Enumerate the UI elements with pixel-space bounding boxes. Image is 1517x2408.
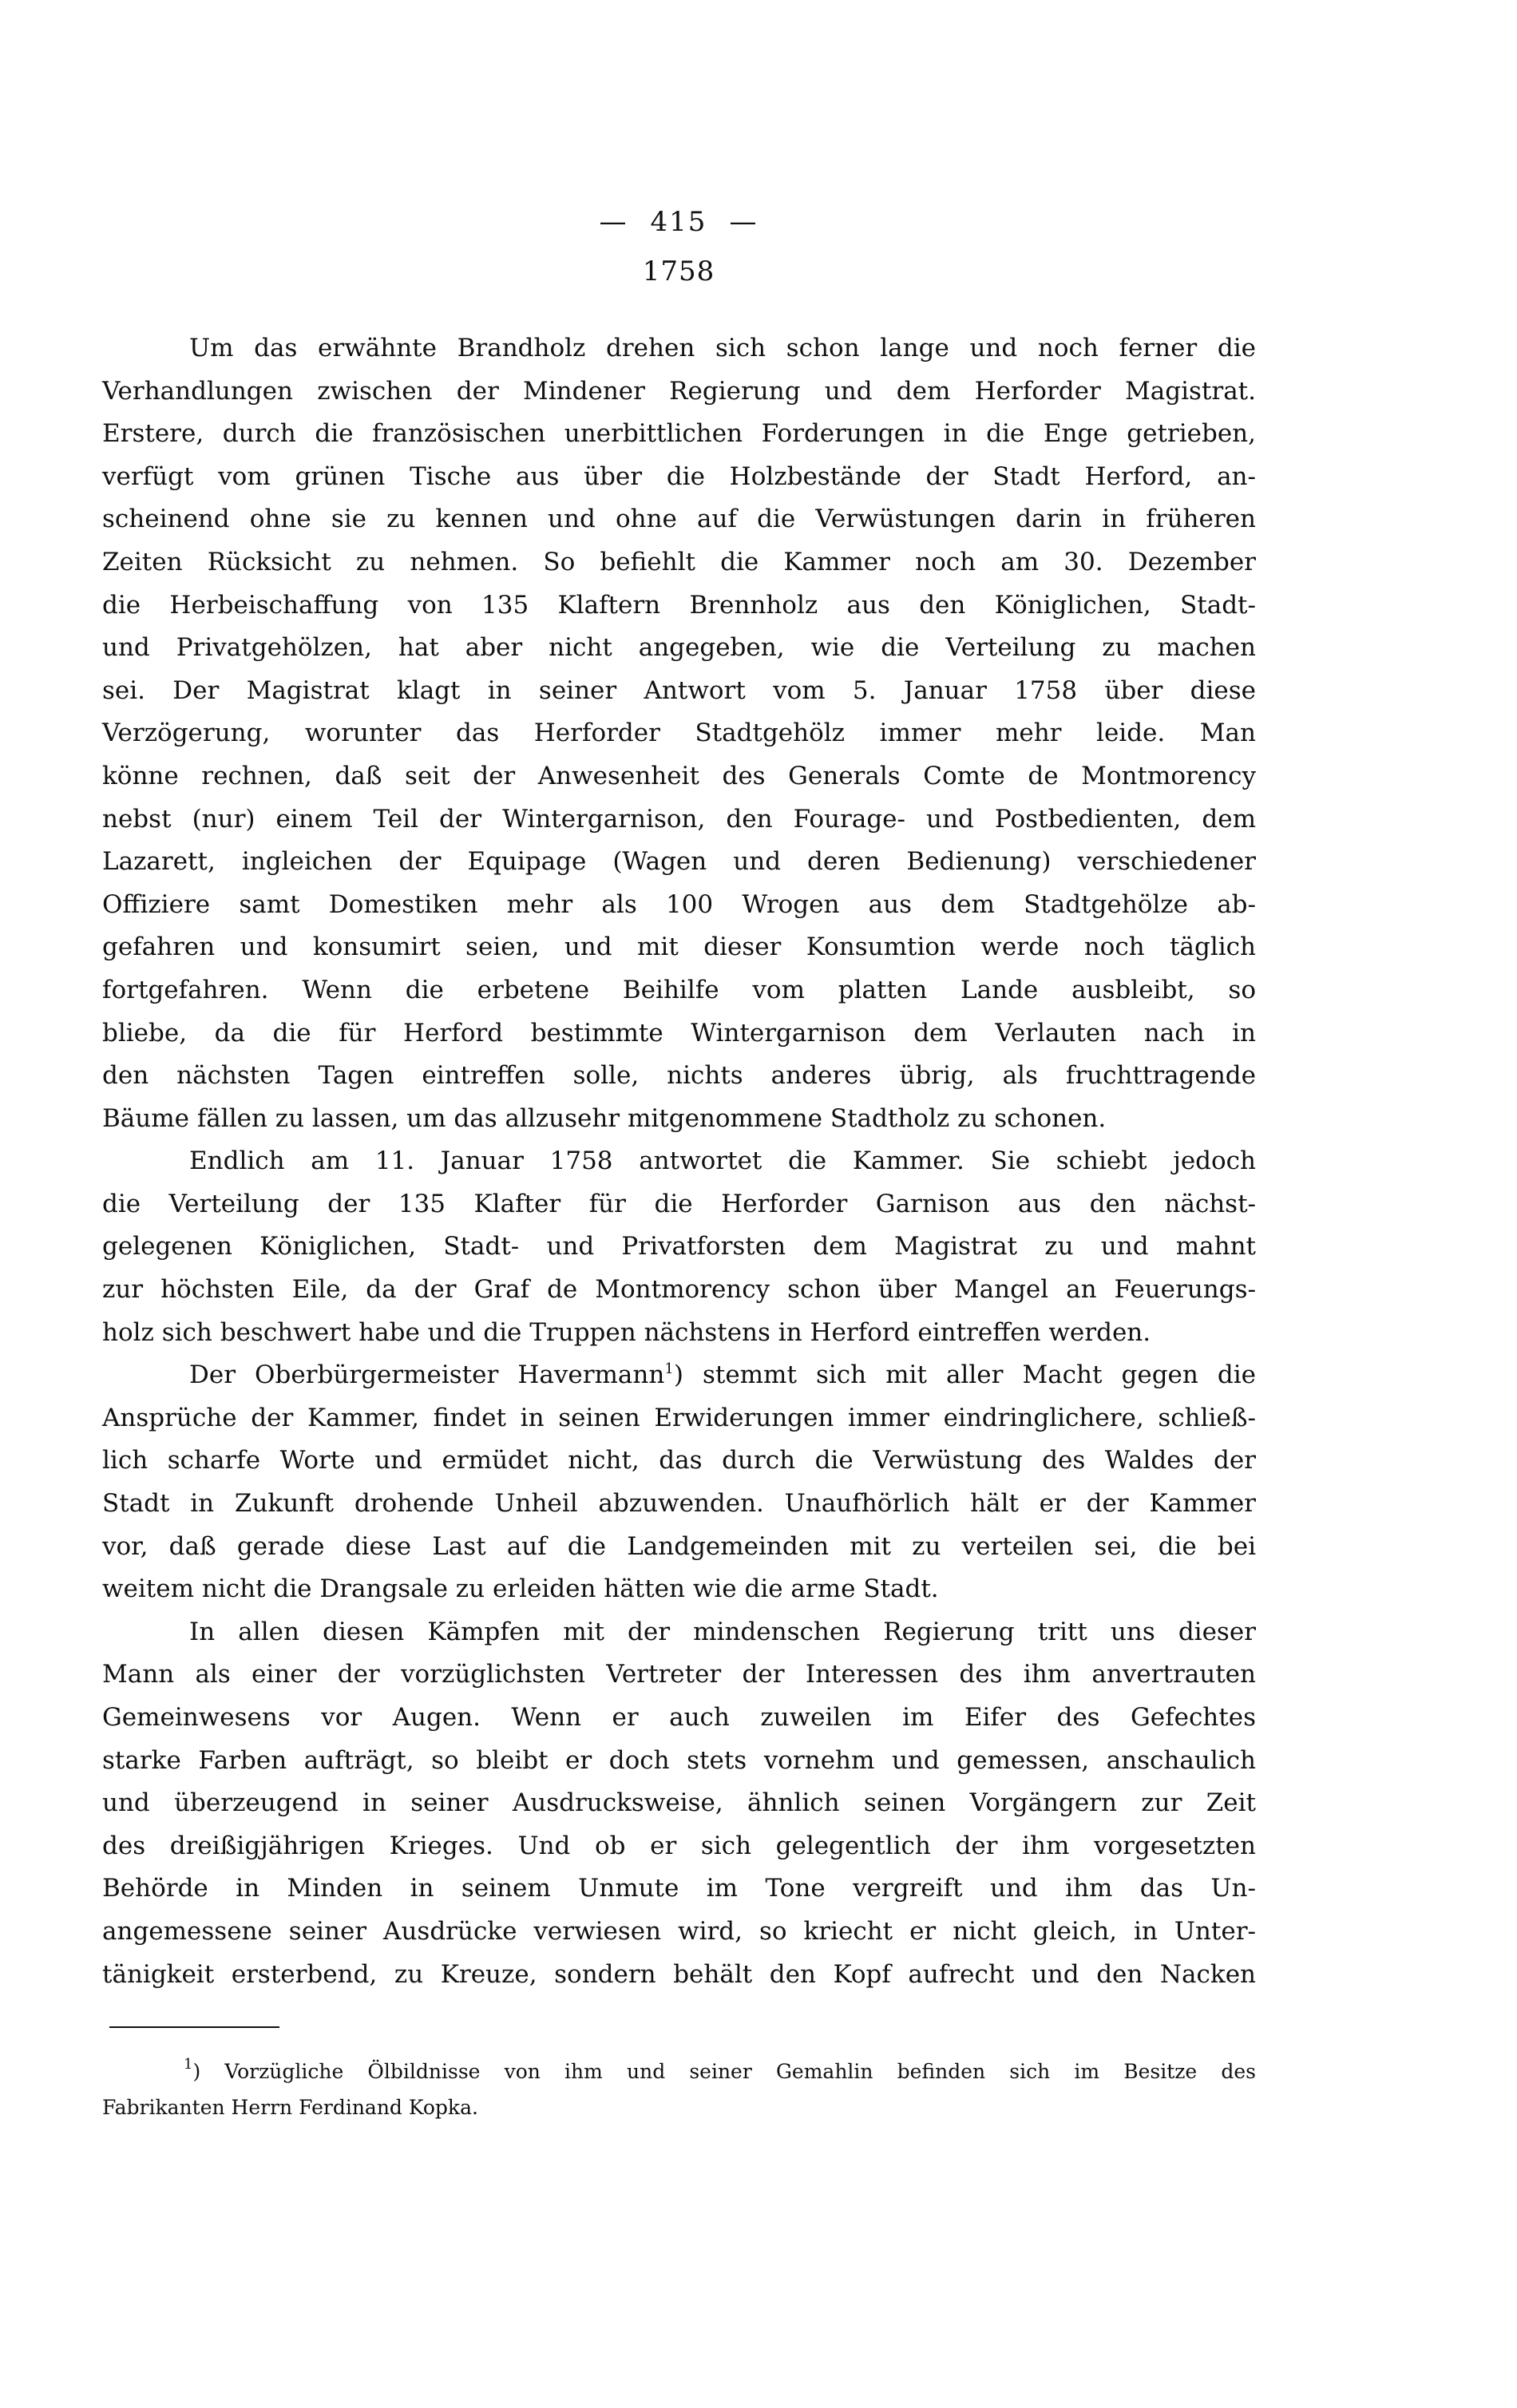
footnote-marker: 1 — [184, 2056, 193, 2073]
text-line: nebst (nur) einem Teil der Wintergarnison, den Fourage- und Postbedienten, dem — [102, 804, 1256, 834]
text-line: gefahren und konsumirt seien, und mit dieser Konsumtion werde noch täglich — [102, 933, 1256, 962]
text-line: und überzeugend in seiner Ausdrucksweise, ähnlich seinen Vorgängern zur Zeit — [102, 1788, 1256, 1818]
text-line: weitem nicht die Drangsale zu erleiden hätten wie die arme Stadt. — [102, 1574, 939, 1604]
text-line: tänigkeit ersterbend, zu Kreuze, sondern behält den Kopf aufrecht und den Nacken — [102, 1959, 1256, 1989]
text-line: Lazarett, ingleichen der Equipage (Wagen und deren Bedienung) verschiedener — [102, 847, 1256, 877]
text-line: lich scharfe Worte und ermüdet nicht, das durch die Verwüstung des Waldes der — [102, 1446, 1256, 1475]
footnote-divider — [109, 2026, 279, 2028]
text-line: Verhandlungen zwischen der Mindener Regierung und dem Herforder Magistrat. — [102, 376, 1256, 406]
text-line: Behörde in Minden in seinem Unmute im Tone vergreift und ihm das Un- — [102, 1874, 1256, 1903]
text-line: verfügt vom grünen Tische aus über die Holzbestände der Stadt Herford, an- — [102, 461, 1256, 491]
footnote-line — [102, 2054, 1256, 2089]
text-line: Mann als einer der vorzüglichsten Vertreter der Interessen des ihm anvertrauten — [102, 1660, 1256, 1689]
page-number-value: 415 — [650, 206, 707, 238]
page-number-dash-left: — — [599, 206, 628, 238]
text-line: Verzögerung, worunter das Herforder Stadtgehölz immer mehr leide. Man — [102, 719, 1256, 748]
text-line: sei. Der Magistrat klagt in seiner Antwort vom 5. Januar 1758 über diese — [102, 675, 1256, 705]
body-text — [102, 327, 1256, 1996]
text-line: die Herbeischaffung von 135 Klaftern Brennholz aus den Königlichen, Stadt- — [102, 590, 1256, 620]
text-line: angemessene seiner Ausdrücke verwiesen wird, so kriecht er nicht gleich, in Unter- — [102, 1916, 1256, 1946]
text-line: und Privatgehölzen, hat aber nicht angegeben, wie die Verteilung zu machen — [102, 633, 1256, 663]
text-line: gelegenen Königlichen, Stadt- und Privatforsten dem Magistrat zu und mahnt — [102, 1232, 1256, 1261]
text-line: Zeiten Rücksicht zu nehmen. So befiehlt die Kammer noch am 30. Dezember — [102, 547, 1256, 576]
text-line: Stadt in Zukunft drohende Unheil abzuwenden. Unaufhörlich hält er der Kammer — [102, 1489, 1256, 1519]
text-line: die Verteilung der 135 Klafter für die Herforder Garnison aus den nächst- — [102, 1189, 1256, 1218]
text-line: In allen diesen Kämpfen mit der mindenschen Regierung tritt uns dieser — [189, 1617, 1256, 1646]
text-line: zur höchsten Eile, da der Graf de Montmorency schon über Mangel an Feuerungs- — [102, 1275, 1256, 1305]
footnote-reference[interactable]: 1 — [664, 1360, 674, 1378]
text-line: Bäume fällen zu lassen, um das allzusehr mitgenommene Stadtholz zu schonen. — [102, 1103, 1107, 1133]
text-line-start: Der Oberbürgermeister Havermann — [189, 1360, 665, 1390]
text-line: Ansprüche der Kammer, findet in seinen Erwiderungen immer eindringlichere, schließ- — [102, 1403, 1256, 1432]
footnote-text: ) Vorzügliche Ölbildnisse von ihm und seiner Gemahlin befinden sich im Besitze des — [192, 2060, 1256, 2083]
text-line: Um das erwähnte Brandholz drehen sich schon lange und noch ferner die — [189, 334, 1256, 362]
text-line: des dreißigjährigen Krieges. Und ob er sich gelegentlich der ihm vorgesetzten — [102, 1831, 1256, 1860]
text-line: Erstere, durch die französischen unerbittlichen Forderungen in die Enge getrieben, — [102, 419, 1256, 449]
text-line: fortgefahren. Wenn die erbetene Beihilfe vom platten Lande ausbleibt, so — [102, 975, 1256, 1004]
text-line-end: ) stemmt sich mit aller Macht gegen die — [673, 1360, 1256, 1390]
text-line: starke Farben aufträgt, so bleibt er doch stets vornehm und gemessen, anschaulich — [102, 1745, 1256, 1775]
footnote-line: Fabrikanten Herrn Ferdinand Kopka. — [102, 2096, 478, 2119]
text-line: vor, daß gerade diese Last auf die Landgemeinden mit zu verteilen sei, die bei — [102, 1531, 1256, 1561]
text-line: könne rechnen, daß seit der Anwesenheit des Generals Comte de Montmorency — [102, 761, 1256, 790]
text-line: Offiziere samt Domestiken mehr als 100 Wrogen aus dem Stadtgehölze ab- — [102, 889, 1256, 919]
text-line: scheinend ohne sie zu kennen und ohne auf die Verwüstungen darin in früheren — [102, 505, 1256, 534]
text-line: bliebe, da die für Herford bestimmte Wintergarnison dem Verlauten nach in — [102, 1018, 1256, 1048]
text-line-with-footnote-ref — [102, 1354, 1256, 1397]
text-line: holz sich beschwert habe und die Truppen nächstens in Herford eintreffen werden. — [102, 1317, 1151, 1347]
text-line: den nächsten Tagen eintreffen solle, nichts anderes übrig, als fruchttragende — [102, 1061, 1256, 1091]
year-heading: 1758 — [642, 255, 715, 287]
footnotes — [102, 2054, 1256, 2125]
page-number — [0, 206, 1357, 238]
page-number-dash-right: — — [729, 206, 758, 238]
text-line: Endlich am 11. Januar 1758 antwortet die Kammer. Sie schiebt jedoch — [189, 1147, 1256, 1176]
text-line: Gemeinwesens vor Augen. Wenn er auch zuweilen im Eifer des Gefechtes — [102, 1703, 1256, 1732]
